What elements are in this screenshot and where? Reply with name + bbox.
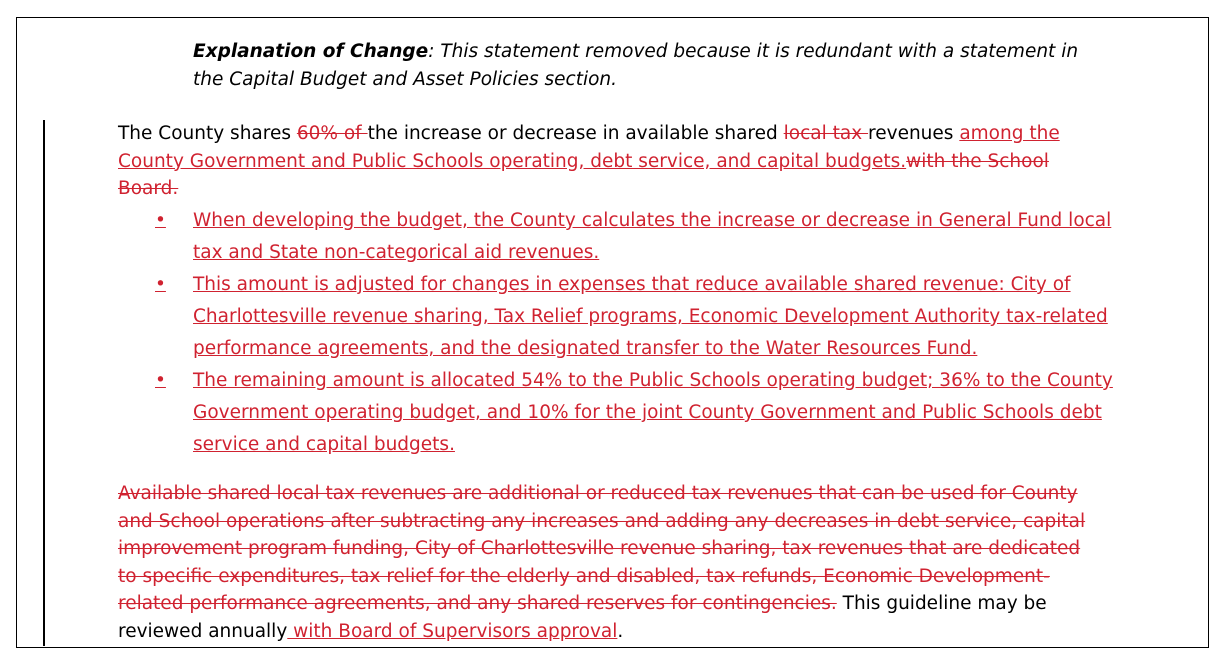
explanation-text: : This statement removed because it is redundant with a statement in the Capital Budget and Asset Policies section. [193,41,1079,90]
bullet-text: This amount is adjusted for changes in expenses that reduce available shared revenue: City of Charlottesville revenue sharing, Tax Relief programs, Economic Development Authority tax-related performance agreements, and the designated transfer to the Water Resources Fund. [193,274,1108,359]
explanation-label: Explanation of Change [193,41,429,62]
bullet-icon: • [155,274,166,295]
bullet-text: The remaining amount is allocated 54% to the Public Schools operating budget; 36% to the County Government operating budget, and 10% for the joint County Government and Public Schools debt service and capital budgets. [193,370,1113,455]
text-run: the increase or decrease in available shared [367,123,784,144]
explanation-of-change [193,38,1093,94]
bullet-icon: • [155,210,166,231]
text-run: The County shares [118,123,297,144]
inserted-text: with Board of Supervisors approval [287,620,618,642]
inserted-text: among the County Government and Public Schools operating, debt service, and capital budgets. [118,123,1060,172]
list-item [155,269,1115,365]
bullet-text: When developing the budget, the County calculates the increase or decrease in General Fund local tax and State non-categorical aid revenues. [193,210,1112,263]
change-bar [43,120,45,646]
inserted-bullet-list [155,205,1115,461]
deleted-text: 60% of [296,123,368,144]
document-page [16,17,1209,648]
list-item [155,365,1115,461]
deleted-text: Available shared local tax revenues are additional or reduced tax revenues that can be used for County and School operations after subtracting any increases and adding any decreases in debt service, capital improvement program funding, City of Charlottesville revenue sharing, tax revenues that are dedicated to specific expenditures, tax relief for the elderly and disabled, tax refunds, Economic Development-related performance agreements, and any shared reserves for contingencies. [118,483,1086,614]
text-run: . [617,620,624,642]
deleted-text: with the School Board. [118,150,1049,199]
text-run: This guideline may be reviewed annually [118,593,1047,642]
bullet-icon: • [155,370,166,391]
deleted-text: local tax [783,123,869,144]
list-item [155,205,1115,269]
available-revenues-paragraph [118,480,1098,645]
revenue-sharing-paragraph [118,120,1078,203]
text-run: revenues [868,123,960,144]
